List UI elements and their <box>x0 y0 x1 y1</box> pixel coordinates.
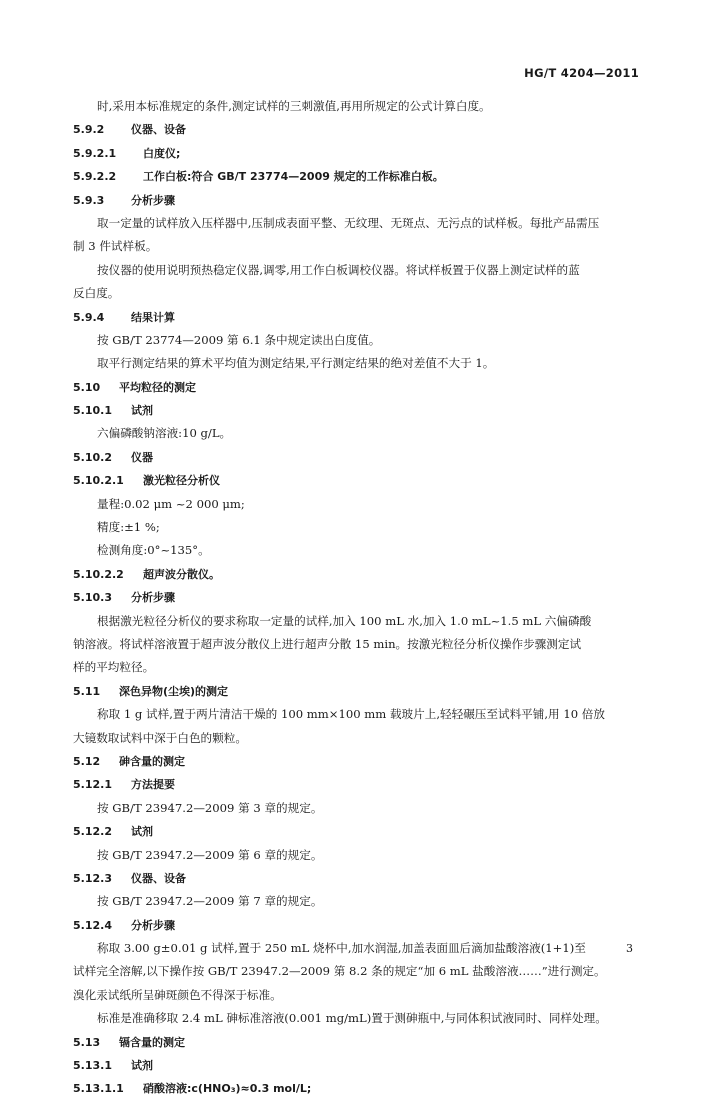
paragraph-line: 称取 3.00 g±0.01 g 试样,置于 250 mL 烧杯中,加水润湿,加盖表面皿后滴加盐酸溶液(1+1)至 <box>97 941 586 956</box>
section-number: 5.12.4 <box>73 918 112 932</box>
section-heading <box>73 563 641 586</box>
section-title: 仪器、设备 <box>131 123 186 137</box>
section-title: 仪器、设备 <box>131 871 186 885</box>
section-heading <box>73 773 641 796</box>
section-number: 5.10.1 <box>73 404 112 418</box>
section-number: 5.13.1 <box>73 1059 112 1073</box>
section-number: 5.9.4 <box>73 310 105 324</box>
section-title: 超声波分散仪。 <box>143 567 220 581</box>
section-heading <box>73 165 641 188</box>
section-title: 结果计算 <box>131 310 175 324</box>
page-number: 3 <box>626 942 633 955</box>
section-number: 5.12.2 <box>73 825 112 839</box>
section-title: 方法提要 <box>131 778 175 792</box>
paragraph-line: 按 GB/T 23947.2—2009 第 3 章的规定。 <box>97 800 323 815</box>
section-number: 5.10.2.2 <box>73 567 124 581</box>
section-number: 5.11 <box>73 684 101 698</box>
paragraph-line: 六偏磷酸钠溶液:10 g/L。 <box>97 426 232 441</box>
continuation-line: 大镜数取试料中深于白色的颗粒。 <box>73 730 247 745</box>
paragraph-line: 根据激光粒径分析仪的要求称取一定量的试样,加入 100 mL 水,加入 1.0 mL~1.5 mL 六偏磷酸 <box>97 613 592 628</box>
continuation-line: 试样完全溶解,以下操作按 GB/T 23947.2—2009 第 8.2 条的规定“加 6 mL 盐酸溶液……”进行测定。 <box>73 964 606 979</box>
paragraph-line: 称取 1 g 试样,置于两片清洁干燥的 100 mm×100 mm 载玻片上,轻轻碾压至试料平铺,用 10 倍放 <box>97 707 605 722</box>
section-title: 分析步骤 <box>131 918 175 932</box>
continuation-line: 溴化汞试纸所呈砷斑颜色不得深于标准。 <box>73 987 282 1002</box>
paragraph-line: 精度:±1 %; <box>97 520 160 535</box>
section-number: 5.12 <box>73 754 101 768</box>
section-heading <box>73 586 641 609</box>
paragraph-line: 按仪器的使用说明预热稳定仪器,调零,用工作白板调校仪器。将试样板置于仪器上测定试样的蓝 <box>97 262 580 277</box>
section-number: 5.9.3 <box>73 193 105 207</box>
section-title: 激光粒径分析仪 <box>143 474 220 488</box>
section-number: 5.9.2 <box>73 123 105 137</box>
section-title: 硝酸溶液:c(HNO₃)≈0.3 mol/L; <box>143 1082 312 1096</box>
paragraph-line: 量程:0.02 μm ~2 000 μm; <box>97 496 245 511</box>
paragraph-line: 取一定量的试样放入压样器中,压制成表面平整、无纹理、无斑点、无污点的试样板。每批产品需压 <box>97 215 600 230</box>
section-heading <box>73 1031 641 1054</box>
continuation-line: 反白度。 <box>73 286 120 301</box>
section-title: 试剂 <box>131 825 153 839</box>
continuation-line: 样的平均粒径。 <box>73 660 155 675</box>
section-heading <box>73 1054 641 1077</box>
continuation-line: 钠溶液。将试样溶液置于超声波分散仪上进行超声分散 15 min。按激光粒径分析仪操作步骤测定试 <box>73 636 582 651</box>
section-heading <box>73 189 641 212</box>
paragraph-line: 按 GB/T 23947.2—2009 第 7 章的规定。 <box>97 894 323 909</box>
continuation-line: 制 3 件试样板。 <box>73 239 158 254</box>
section-number: 5.10.2.1 <box>73 474 124 488</box>
section-heading <box>73 118 641 141</box>
section-title: 工作白板:符合 GB/T 23774—2009 规定的工作标准白板。 <box>143 170 444 184</box>
section-heading <box>73 820 641 843</box>
section-title: 分析步骤 <box>131 591 175 605</box>
section-heading <box>73 750 641 773</box>
section-number: 5.10.3 <box>73 591 112 605</box>
document-body <box>73 95 641 1101</box>
section-number: 5.9.2.1 <box>73 146 117 160</box>
section-title: 深色异物(尘埃)的测定 <box>119 684 229 698</box>
section-title: 试剂 <box>131 1059 153 1073</box>
paragraph-line: 标准是准确移取 2.4 mL 砷标准溶液(0.001 mg/mL)置于测砷瓶中,与同体积试液同时、同样处理。 <box>97 1011 607 1026</box>
section-number: 5.12.3 <box>73 871 112 885</box>
section-title: 试剂 <box>131 404 153 418</box>
section-title: 分析步骤 <box>131 193 175 207</box>
section-number: 5.13.1.1 <box>73 1082 124 1096</box>
standard-code-header: HG/T 4204—2011 <box>524 66 639 80</box>
paragraph-line: 时,采用本标准规定的条件,测定试样的三刺激值,再用所规定的公式计算白度。 <box>97 99 491 113</box>
section-heading <box>73 914 641 937</box>
section-title: 镉含量的测定 <box>119 1035 185 1049</box>
paragraph-line: 按 GB/T 23947.2—2009 第 6 章的规定。 <box>97 847 323 862</box>
section-title: 平均粒径的测定 <box>119 380 196 394</box>
section-heading <box>73 1077 641 1100</box>
paragraph-line: 检测角度:0°~135°。 <box>97 543 210 558</box>
section-title: 砷含量的测定 <box>119 754 185 768</box>
section-heading <box>73 680 641 703</box>
section-number: 5.9.2.2 <box>73 170 117 184</box>
paragraph-line: 按 GB/T 23774—2009 第 6.1 条中规定读出白度值。 <box>97 332 381 347</box>
section-number: 5.10 <box>73 380 101 394</box>
section-heading <box>73 867 641 890</box>
paragraph-line: 取平行测定结果的算术平均值为测定结果,平行测定结果的绝对差值不大于 1。 <box>97 356 495 371</box>
section-heading <box>73 142 641 165</box>
section-title: 白度仪; <box>143 146 181 160</box>
section-heading <box>73 306 641 329</box>
section-title: 仪器 <box>131 450 153 464</box>
section-heading <box>73 446 641 469</box>
section-number: 5.12.1 <box>73 778 112 792</box>
section-number: 5.13 <box>73 1035 101 1049</box>
section-heading <box>73 399 641 422</box>
section-number: 5.10.2 <box>73 450 112 464</box>
section-heading <box>73 469 641 492</box>
section-heading <box>73 376 641 399</box>
